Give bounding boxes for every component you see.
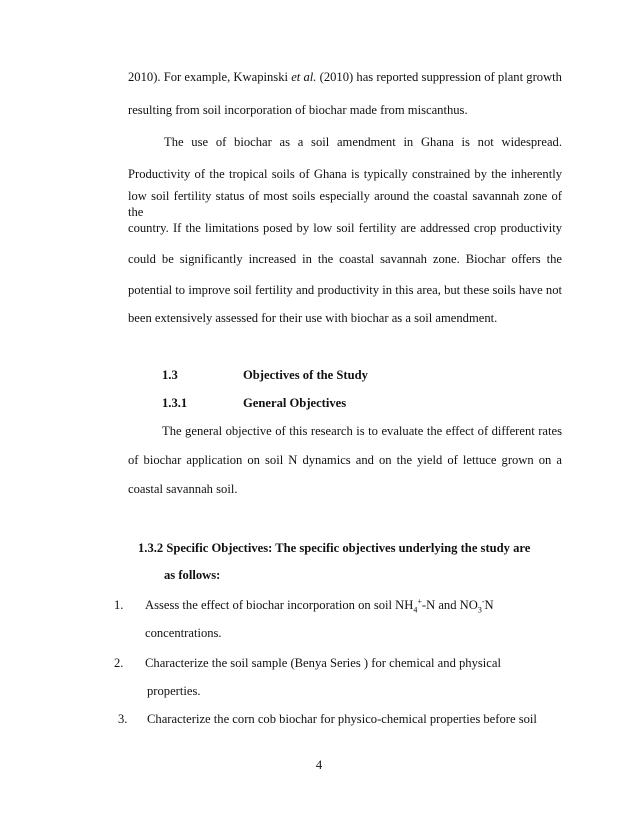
item1-number: 1. (114, 598, 124, 612)
specific-heading-line2: as follows: (164, 568, 221, 582)
item2-number: 2. (114, 656, 124, 670)
para2-line6: potential to improve soil fertility and productivity in this area, but these soils have not (128, 283, 562, 297)
specific-heading-line1: 1.3.2 Specific Objectives: The specific objectives underlying the study are (138, 541, 531, 555)
general-line1: The general objective of this research is to evaluate the effect of different rates (162, 424, 562, 438)
emphasis-et-al: et al. (291, 70, 317, 84)
para1-line1: 2010). For example, Kwapinski et al. (2010) has reported suppression of plant growth (128, 70, 562, 84)
item1-text: Assess the effect of biochar incorporation on soil $NH_4^+-N$ and $NO_3^-N$ (145, 596, 494, 615)
general-line3: coastal savannah soil. (128, 482, 238, 496)
section-1-3-1-title: General Objectives (243, 396, 347, 410)
para2-line4: country. If the limitations posed by low soil fertility are addressed crop productivity (128, 221, 562, 235)
para2-line7: been extensively assessed for their use with biochar as a soil amendment. (128, 311, 498, 325)
para2-line1: The use of biochar as a soil amendment in Ghana is not widespread. (164, 135, 562, 149)
section-1-3-number: 1.3 (162, 368, 178, 382)
item3-text: Characterize the corn cob biochar for physico-chemical properties before soil (147, 712, 537, 726)
item2-continuation: properties. (147, 684, 201, 698)
section-1-3-title: Objectives of the Study (243, 368, 368, 382)
general-line2: of biochar application on soil N dynamics and on the yield of lettuce grown on a (128, 453, 562, 467)
item1-continuation: concentrations. (145, 626, 222, 640)
para2-line3: low soil fertility status of most soils especially around the coastal savannah zone of the (128, 189, 562, 219)
section-1-3-1-number: 1.3.1 (162, 396, 188, 410)
para2-line2: Productivity of the tropical soils of Ghana is typically constrained by the inherently (128, 167, 562, 181)
para2-line5: could be significantly increased in the coastal savannah zone. Biochar offers the (128, 252, 562, 266)
item2-text: Characterize the soil sample (Benya Series ) for chemical and physical (145, 656, 501, 670)
page-number: 4 (315, 758, 323, 772)
para1-line2: resulting from soil incorporation of biochar made from miscanthus. (128, 103, 468, 117)
item3-number: 3. (118, 712, 128, 726)
